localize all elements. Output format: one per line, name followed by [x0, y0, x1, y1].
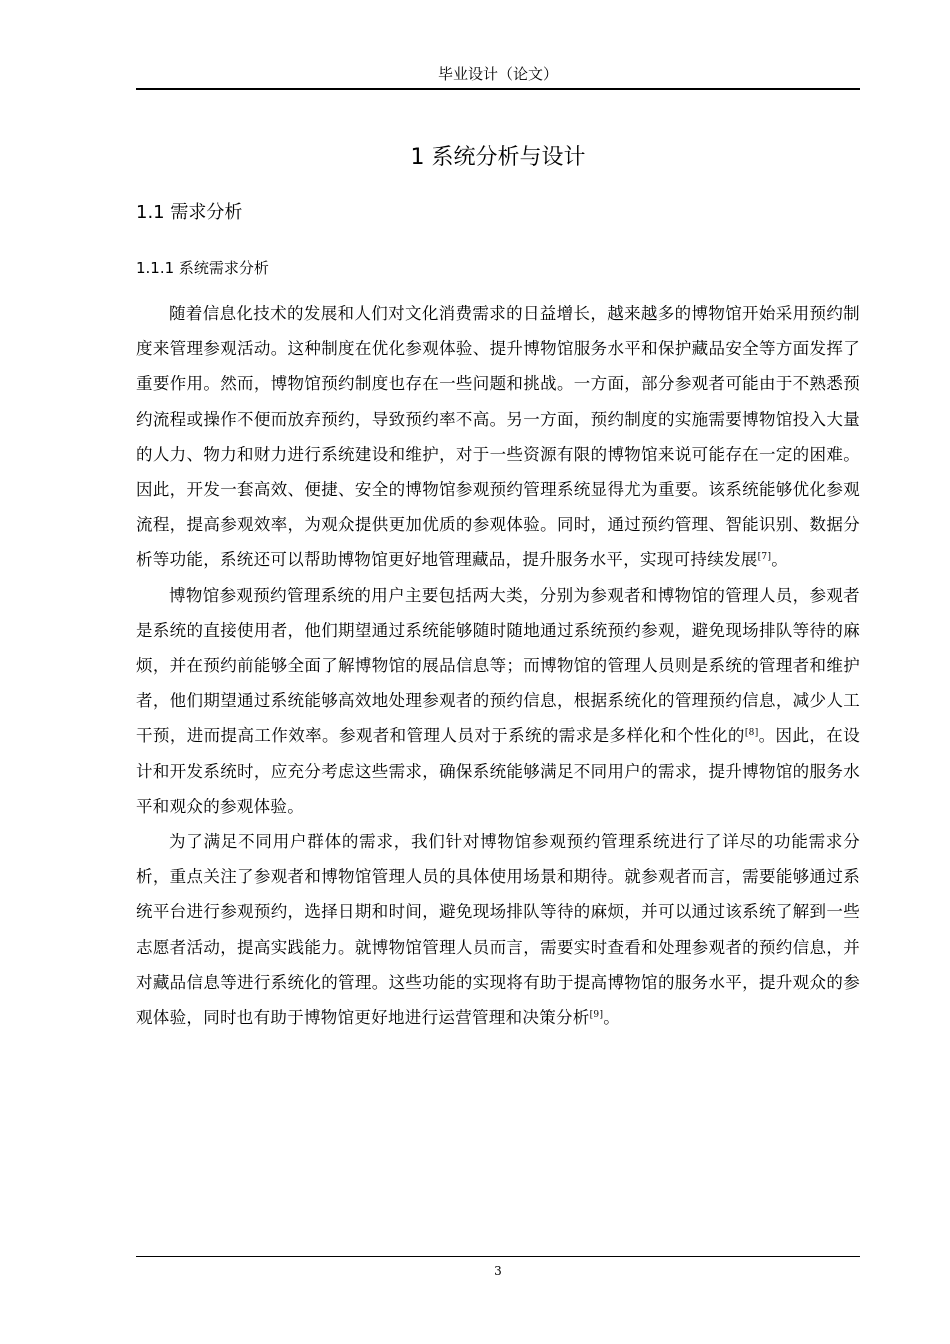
page-header: 毕业设计（论文）: [437, 65, 558, 83]
paragraph-tail: 。: [771, 550, 789, 570]
citation-ref: [7]: [757, 552, 772, 563]
paragraph-tail: 。: [603, 1008, 621, 1028]
body-text: [136, 296, 860, 1035]
chapter-title: 1 系统分析与设计: [410, 145, 586, 170]
section-heading: 1.1 需求分析: [136, 202, 243, 223]
paragraph-text: 博物馆参观预约管理系统的用户主要包括两大类，分别为参观者和博物馆的管理人员，参观者是系统的直接使用者，他们期望通过系统能够随时随地通过系统预约参观，避免现场排队等待的麻烦，并在预约前能够全面了解博物馆的展品信息等；而博物馆的管理人员则是系统的管理者和维护者，他们期望通过系统能够高效地处理参观者的预约信息，根据系统化的管理预约信息，减少人工干预，进而提高工作效率。参观者和管理人员对于系统的需求是多样化和个性化的: [136, 585, 860, 746]
paragraph: [136, 578, 860, 824]
subsection-heading: 1.1.1 系统需求分析: [136, 259, 269, 277]
paragraph-tail: 。因此，在设计和开发系统时，应充分考虑这些需求，确保系统能够满足不同用户的需求，提升博物馆的服务水平和观众的参观体验。: [136, 726, 860, 816]
paragraph-text: 随着信息化技术的发展和人们对文化消费需求的日益增长，越来越多的博物馆开始采用预约制度来管理参观活动。这种制度在优化参观体验、提升博物馆服务水平和保护藏品安全等方面发挥了重要作用。然而，博物馆预约制度也存在一些问题和挑战。一方面，部分参观者可能由于不熟悉预约流程或操作不便而放弃预约，导致预约率不高。另一方面，预约制度的实施需要博物馆投入大量的人力、物力和财力进行系统建设和维护，对于一些资源有限的博物馆来说可能存在一定的困难。因此，开发一套高效、便捷、安全的博物馆参观预约管理系统显得尤为重要。该系统能够优化参观流程，提高参观效率，为观众提供更加优质的参观体验。同时，通过预约管理、智能识别、数据分析等功能，系统还可以帮助博物馆更好地管理藏品，提升服务水平，实现可持续发展: [136, 304, 860, 570]
citation-ref: [9]: [589, 1010, 604, 1021]
footer-divider: [136, 1256, 860, 1257]
citation-ref: [8]: [744, 728, 759, 739]
page-number: 3: [494, 1264, 502, 1278]
paragraph: [136, 296, 860, 578]
paragraph: [136, 824, 860, 1035]
header-divider: [136, 88, 860, 90]
paragraph-text: 为了满足不同用户群体的需求，我们针对博物馆参观预约管理系统进行了详尽的功能需求分析，重点关注了参观者和博物馆管理人员的具体使用场景和期待。就参观者而言，需要能够通过系统平台进行参观预约，选择日期和时间，避免现场排队等待的麻烦，并可以通过该系统了解到一些志愿者活动，提高实践能力。就博物馆管理人员而言，需要实时查看和处理参观者的预约信息，并对藏品信息等进行系统化的管理。这些功能的实现将有助于提高博物馆的服务水平，提升观众的参观体验，同时也有助于博物馆更好地进行运营管理和决策分析: [136, 832, 860, 1028]
